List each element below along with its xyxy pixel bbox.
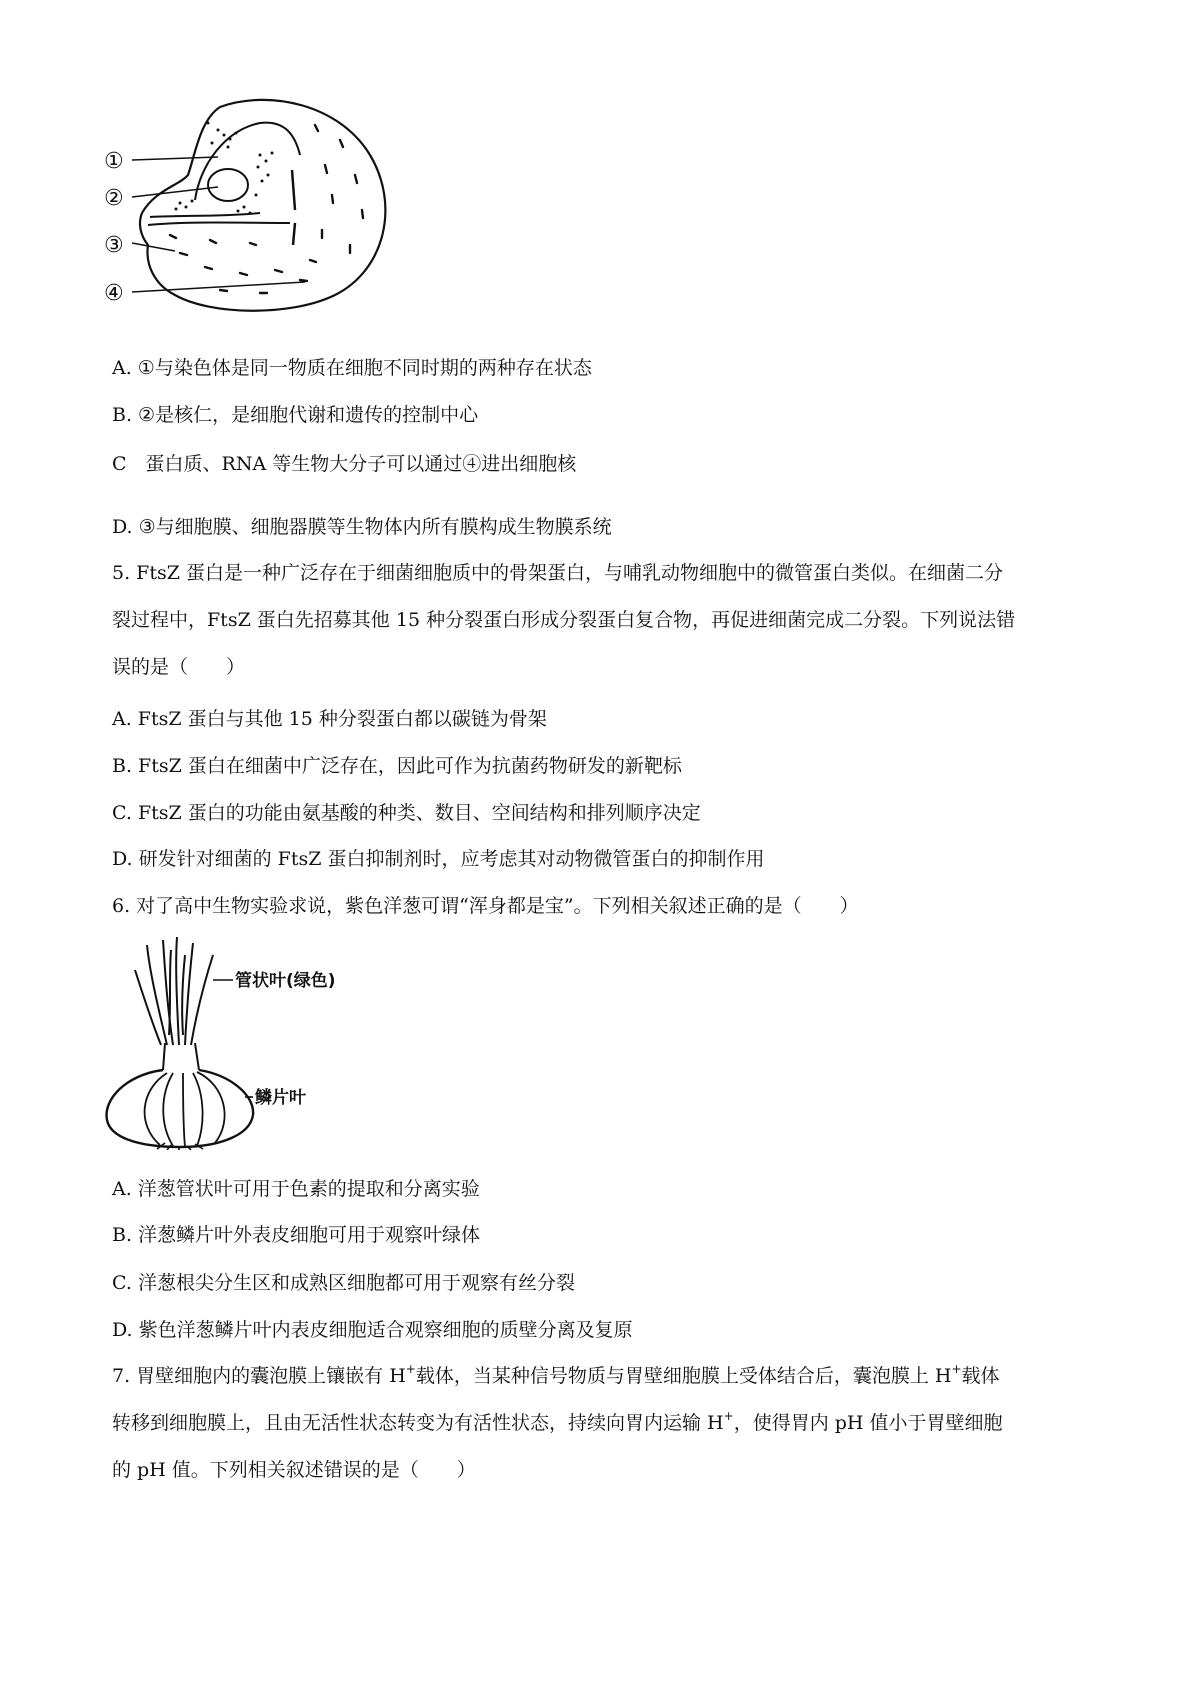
label-scale-leaf: 鳞片叶 xyxy=(255,1088,306,1108)
q5-option-a: A. FtsZ 蛋白与其他 15 种分裂蛋白都以碳链为骨架 xyxy=(112,708,547,730)
label-4: ④ xyxy=(104,281,124,306)
q5-option-c: C. FtsZ 蛋白的功能由氨基酸的种类、数目、空间结构和排列顺序决定 xyxy=(112,802,701,824)
onion-diagram xyxy=(105,935,365,1150)
q6-option-d: D. 紫色洋葱鳞片叶内表皮细胞适合观察细胞的质壁分离及复原 xyxy=(112,1319,633,1341)
nucleus-diagram xyxy=(100,95,420,335)
q5-stem-line: 误的是（ ） xyxy=(112,656,246,678)
label-3: ③ xyxy=(104,233,124,258)
label-2: ② xyxy=(104,186,124,211)
q5-option-d: D. 研发针对细菌的 FtsZ 蛋白抑制剂时，应考虑其对动物微管蛋白的抑制作用 xyxy=(112,848,765,870)
q4-option-d: D. ③与细胞膜、细胞器膜等生物体内所有膜构成生物膜系统 xyxy=(112,516,612,538)
q6-option-b: B. 洋葱鳞片叶外表皮细胞可用于观察叶绿体 xyxy=(112,1224,481,1246)
q7-stem xyxy=(112,1353,1102,1494)
label-1: ① xyxy=(104,149,124,174)
q7-stem-line: 的 pH 值。下列相关叙述错误的是（ ） xyxy=(112,1459,476,1481)
q4-option-a: A. ①与染色体是同一物质在细胞不同时期的两种存在状态 xyxy=(112,357,592,379)
q4-option-c: C 蛋白质、RNA 等生物大分子可以通过④进出细胞核 xyxy=(112,453,577,475)
q7-stem-line: 7. 胃壁细胞内的囊泡膜上镶嵌有 H+载体，当某种信号物质与胃壁细胞膜上受体结合后，囊泡膜上 H+载体 xyxy=(112,1361,1000,1387)
q4-option-b: B. ②是核仁，是细胞代谢和遗传的控制中心 xyxy=(112,404,479,426)
q5-stem xyxy=(112,550,1102,691)
q5-option-b: B. FtsZ 蛋白在细菌中广泛存在，因此可作为抗菌药物研发的新靶标 xyxy=(112,755,682,777)
q6-option-c: C. 洋葱根尖分生区和成熟区细胞都可用于观察有丝分裂 xyxy=(112,1272,575,1294)
label-tubular-leaf: 管状叶(绿色) xyxy=(235,971,336,991)
q6-stem: 6. 对了高中生物实验求说，紫色洋葱可谓“浑身都是宝”。下列相关叙述正确的是（ ） xyxy=(112,895,859,917)
q6-option-a: A. 洋葱管状叶可用于色素的提取和分离实验 xyxy=(112,1178,480,1200)
q5-stem-line: 5. FtsZ 蛋白是一种广泛存在于细菌细胞质中的骨架蛋白，与哺乳动物细胞中的微管蛋白类似。在细菌二分 xyxy=(112,562,1003,584)
q7-stem-line: 转移到细胞膜上，且由无活性状态转变为有活性状态，持续向胃内运输 H+，使得胃内 pH 值小于胃壁细胞 xyxy=(112,1408,1003,1434)
q5-stem-line: 裂过程中，FtsZ 蛋白先招募其他 15 种分裂蛋白形成分裂蛋白复合物，再促进细菌完成二分裂。下列说法错 xyxy=(112,609,1016,631)
